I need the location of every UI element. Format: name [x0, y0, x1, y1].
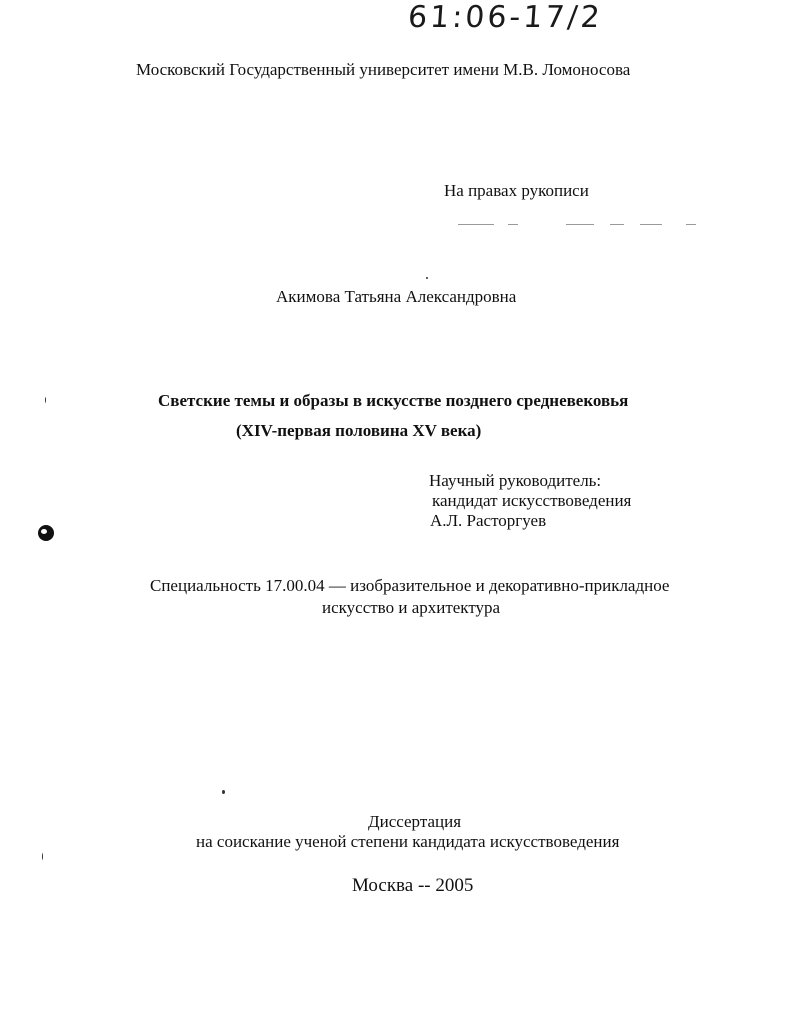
thesis-title-line1: Светские темы и образы в искусстве позднего средневековья — [158, 391, 629, 410]
thesis-title-line2: (XIV-первая половина XV века) — [236, 421, 482, 440]
dissertation-degree: на соискание ученой степени кандидата искусствоведения — [196, 832, 620, 851]
punch-hole-mark — [38, 525, 54, 541]
author-name: Акимова Татьяна Александровна — [276, 287, 517, 306]
specialty-line2: искусство и архитектура — [322, 598, 501, 617]
scan-speck — [45, 397, 46, 403]
supervisor-label: Научный руководитель: — [429, 471, 602, 490]
specialty-line1: Специальность 17.00.04 — изобразительное и декоративно-прикладное — [150, 576, 670, 595]
scan-speck — [426, 277, 428, 279]
dissertation-label: Диссертация — [368, 812, 462, 831]
scan-speck — [222, 790, 225, 794]
scan-speck — [42, 853, 43, 860]
university-name: Московский Государственный университет имени М.В. Ломоносова — [136, 60, 631, 79]
archive-mark-handwritten: 61:06-17/2 — [406, 0, 604, 35]
supervisor-degree: кандидат искусствоведения — [432, 491, 632, 510]
place-year: Москва -- 2005 — [352, 875, 474, 896]
supervisor-name: А.Л. Расторгуев — [430, 511, 547, 530]
manuscript-rights: На правах рукописи — [444, 181, 589, 200]
